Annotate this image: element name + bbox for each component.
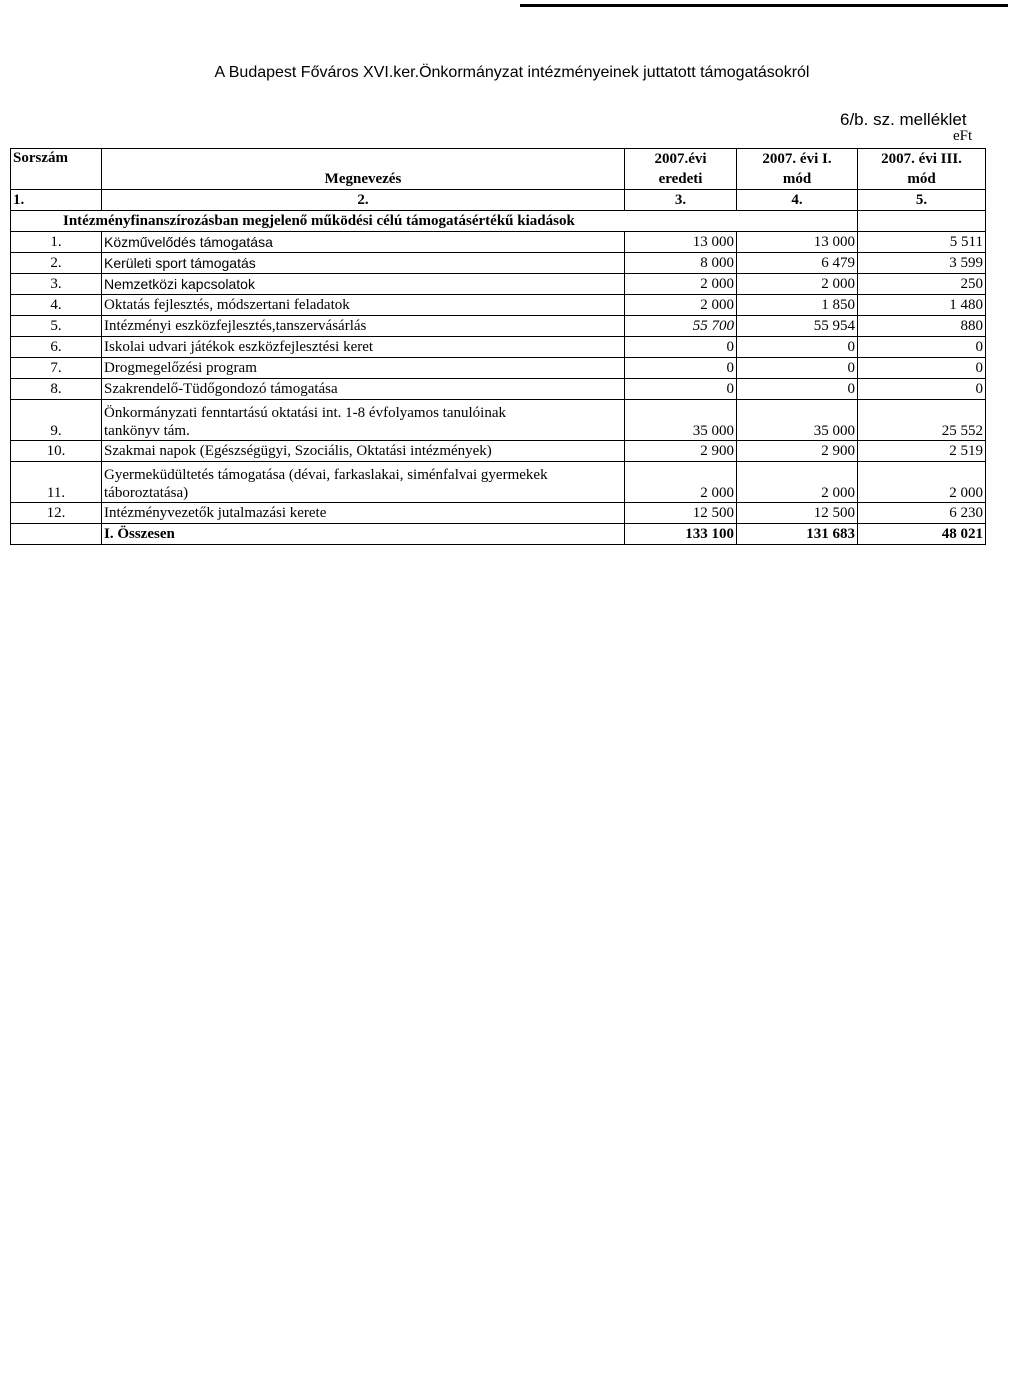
section-title: Intézményfinanszírozásban megjelenő működési célú támogatásértékű kiadások [11, 211, 858, 232]
row-number: 6. [11, 337, 102, 358]
header-mod1-year: 2007. évi I. [737, 149, 858, 170]
row-mod1: 55 954 [737, 316, 858, 337]
header-mod3: mód [858, 169, 986, 190]
header-eredeti-year: 2007.évi [625, 149, 737, 170]
total-label: I. Összesen [102, 524, 625, 545]
row-mod3: 0 [858, 358, 986, 379]
row-name-line2: táboroztatása) [104, 485, 189, 501]
column-number-row [11, 190, 986, 211]
row-mod1: 0 [737, 379, 858, 400]
header-mod1: mód [737, 169, 858, 190]
row-number: 7. [11, 358, 102, 379]
row-mod1: 12 500 [737, 503, 858, 524]
row-mod1: 1 850 [737, 295, 858, 316]
header-megnevezes-label: Megnevezés [102, 169, 625, 190]
row-number: 8. [11, 379, 102, 400]
table-row [11, 274, 986, 295]
row-mod3: 0 [858, 337, 986, 358]
row-name: Intézményi eszközfejlesztés,tanszervásárlás [102, 316, 625, 337]
total-original: 133 100 [625, 524, 737, 545]
row-mod1: 2 000 [737, 462, 858, 503]
annex-label: 6/b. sz. melléklet [840, 110, 967, 129]
row-mod1: 35 000 [737, 400, 858, 441]
row-name: Oktatás fejlesztés, módszertani feladatok [102, 295, 625, 316]
row-original: 2 000 [625, 295, 737, 316]
table-row [11, 316, 986, 337]
row-name: Drogmegelőzési program [102, 358, 625, 379]
total-row [11, 524, 986, 545]
header-row-2 [11, 169, 986, 190]
row-mod1: 6 479 [737, 253, 858, 274]
row-mod3: 880 [858, 316, 986, 337]
table-row [11, 232, 986, 253]
row-original: 0 [625, 337, 737, 358]
header-row [11, 149, 986, 170]
colnum-2: 2. [102, 190, 625, 211]
section-title-empty [858, 211, 986, 232]
total-mod3: 48 021 [858, 524, 986, 545]
row-mod3: 2 519 [858, 441, 986, 462]
table-row [11, 358, 986, 379]
header-sorszam-cont [11, 169, 102, 190]
table-row [11, 295, 986, 316]
row-name-line1: Gyermeküdültetés támogatása (dévai, farkaslakai, siménfalvai gyermekek [104, 467, 548, 483]
section-title-row [11, 211, 986, 232]
support-table [10, 148, 986, 545]
row-number: 11. [11, 462, 102, 503]
row-mod3: 5 511 [858, 232, 986, 253]
total-number-empty [11, 524, 102, 545]
colnum-3: 3. [625, 190, 737, 211]
row-number: 10. [11, 441, 102, 462]
top-rule [520, 4, 1008, 7]
row-name: Intézményvezetők jutalmazási kerete [102, 503, 625, 524]
row-original: 0 [625, 379, 737, 400]
row-mod1: 0 [737, 358, 858, 379]
row-original: 2 900 [625, 441, 737, 462]
row-mod1: 2 000 [737, 274, 858, 295]
header-eredeti: eredeti [625, 169, 737, 190]
row-number: 3. [11, 274, 102, 295]
header-megnevezes [102, 149, 625, 170]
row-original: 55 700 [625, 316, 737, 337]
row-mod3: 0 [858, 379, 986, 400]
row-number: 5. [11, 316, 102, 337]
document-title: A Budapest Főváros XVI.ker.Önkormányzat intézményeinek juttatott támogatásokról [214, 64, 810, 81]
table-row [11, 400, 986, 441]
colnum-1: 1. [11, 190, 102, 211]
colnum-4: 4. [737, 190, 858, 211]
row-original: 35 000 [625, 400, 737, 441]
row-name: Kerületi sport támogatás [102, 253, 625, 274]
row-mod3: 250 [858, 274, 986, 295]
row-mod3: 25 552 [858, 400, 986, 441]
header-mod3-year: 2007. évi III. [858, 149, 986, 170]
row-name-line2: tankönyv tám. [104, 423, 190, 439]
header-sorszam [11, 149, 102, 170]
row-original: 0 [625, 358, 737, 379]
row-name [102, 400, 625, 441]
row-number: 9. [11, 400, 102, 441]
row-number: 1. [11, 232, 102, 253]
row-original: 12 500 [625, 503, 737, 524]
row-name [102, 462, 625, 503]
table-row [11, 441, 986, 462]
row-mod1: 13 000 [737, 232, 858, 253]
row-original: 13 000 [625, 232, 737, 253]
row-original: 2 000 [625, 462, 737, 503]
row-number: 2. [11, 253, 102, 274]
total-mod1: 131 683 [737, 524, 858, 545]
row-mod3: 2 000 [858, 462, 986, 503]
colnum-5: 5. [858, 190, 986, 211]
row-name-line1: Önkormányzati fenntartású oktatási int. 1-8 évfolyamos tanulóinak [104, 405, 506, 421]
row-name: Nemzetközi kapcsolatok [102, 274, 625, 295]
row-name: Közművelődés támogatása [102, 232, 625, 253]
row-name: Iskolai udvari játékok eszközfejlesztési keret [102, 337, 625, 358]
row-mod1: 2 900 [737, 441, 858, 462]
table-row [11, 337, 986, 358]
row-mod1: 0 [737, 337, 858, 358]
row-name: Szakrendelő-Tüdőgondozó támogatása [102, 379, 625, 400]
row-number: 12. [11, 503, 102, 524]
table-row [11, 462, 986, 503]
table-row [11, 379, 986, 400]
header-sorszam-label: Sorszám [13, 150, 68, 166]
row-original: 2 000 [625, 274, 737, 295]
row-original: 8 000 [625, 253, 737, 274]
row-mod3: 3 599 [858, 253, 986, 274]
row-name: Szakmai napok (Egészségügyi, Szociális, Oktatási intézmények) [102, 441, 625, 462]
unit-label: eFt [953, 128, 973, 144]
row-mod3: 1 480 [858, 295, 986, 316]
row-mod3: 6 230 [858, 503, 986, 524]
row-number: 4. [11, 295, 102, 316]
table-row [11, 253, 986, 274]
table-row [11, 503, 986, 524]
